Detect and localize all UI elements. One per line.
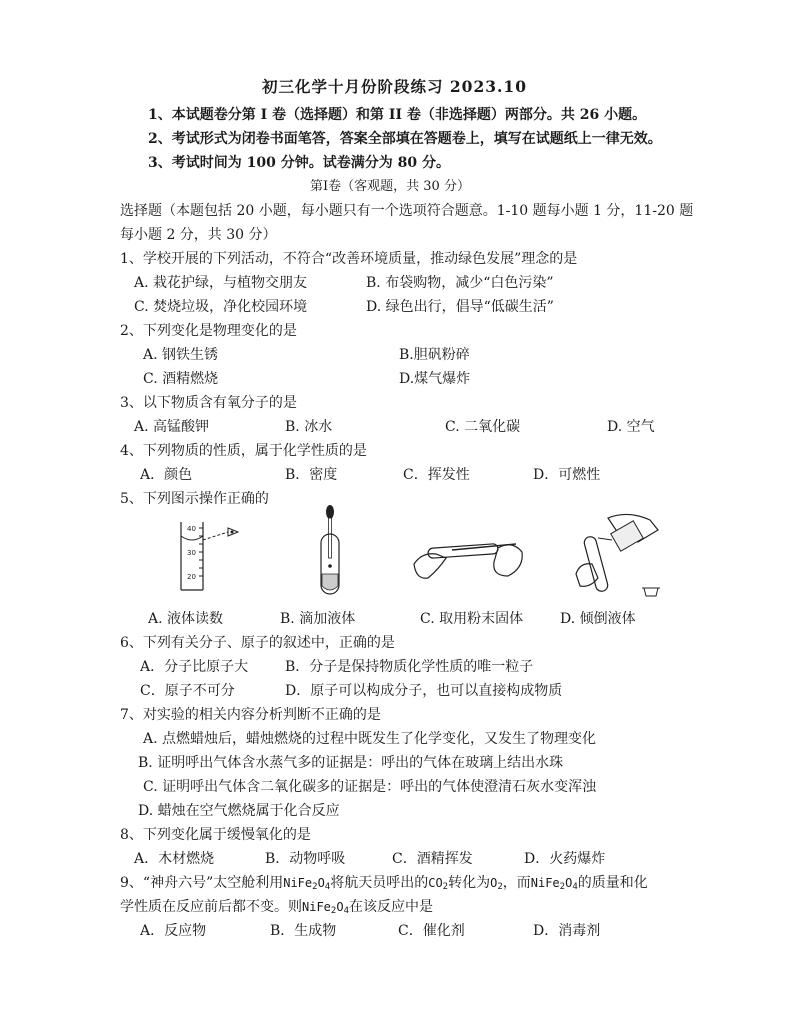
q2-option-b: B.胆矾粉碎: [399, 347, 470, 363]
q9-text-1a: 9、“神舟六号”太空舱利用: [120, 875, 284, 891]
q8-option-a: A．木材燃烧: [134, 851, 215, 867]
q6-option-b: B．分子是保持物质化学性质的唯一粒子: [285, 659, 534, 675]
figure-dropper: [310, 502, 350, 598]
q4-option-b: B．密度: [285, 467, 338, 483]
note-3: 3、考试时间为 100 分钟。试卷满分为 80 分。: [148, 155, 450, 171]
q9-option-d: D．消毒剂: [533, 923, 601, 939]
q9-text-1c: 转化为: [448, 875, 491, 891]
q5-option-d: D. 倾倒液体: [560, 611, 636, 627]
q9-formula-nife2o4-3: $NiFe_2O_4$: [302, 900, 349, 916]
q6-option-d: D．原子可以构成分子，也可以直接构成物质: [285, 683, 563, 699]
q5-stem: 5、下列图示操作正确的: [120, 491, 269, 507]
q7-option-c: C. 证明呼出气体含二氧化碳多的证据是：呼出的气体使澄清石灰水变浑浊: [143, 779, 597, 795]
q9-formula-o2: $O_2$: [490, 876, 503, 892]
q4-option-c: C．挥发性: [403, 467, 470, 483]
q7-stem: 7、对实验的相关内容分析判断不正确的是: [120, 707, 381, 723]
q8-option-b: B．动物呼吸: [265, 851, 346, 867]
q2-option-d: D.煤气爆炸: [399, 371, 471, 387]
q9-text-2b: 在该反应中是: [348, 899, 433, 915]
q9-option-b: B．生成物: [270, 923, 337, 939]
q9-option-c: C．催化剂: [398, 923, 465, 939]
figure-powder: [408, 530, 528, 586]
cylinder-tick-40: 40: [187, 525, 196, 533]
q3-option-a: A. 高锰酸钾: [134, 419, 210, 435]
cylinder-tick-20: 20: [187, 573, 196, 581]
note-2: 2、考试形式为闭卷书面笔答，答案全部填在答题卷上，填写在试题纸上一律无效。: [148, 131, 662, 147]
q1-option-c: C. 焚烧垃圾，净化校园环境: [134, 299, 308, 315]
q9-text-1e: 的质量和化: [577, 875, 648, 891]
q3-option-b: B. 冰水: [285, 419, 333, 435]
q8-option-c: C．酒精挥发: [392, 851, 473, 867]
q3-option-c: C. 二氧化碳: [445, 419, 521, 435]
q9-text-2a: 学性质在反应前后都不变。则: [120, 899, 302, 915]
q9-formula-co2: $CO_2$: [428, 876, 449, 892]
q9-formula-nife2o4-1: $NiFe_2O_4$: [283, 876, 331, 892]
q3-stem: 3、以下物质含有氧分子的是: [120, 395, 297, 411]
q9-stem-line-2: [120, 898, 433, 916]
q9-text-1b: 将航天员呼出的: [330, 875, 429, 891]
q8-option-d: D．火药爆炸: [524, 851, 606, 867]
q1-option-b: B. 布袋购物，减少“白色污染”: [366, 275, 554, 291]
section-intro-2: 每小题 2 分，共 30 分）: [120, 227, 277, 243]
q1-option-a: A. 栽花护绿，与植物交朋友: [134, 275, 308, 291]
q6-option-a: A．分子比原子大: [140, 659, 249, 675]
q5-option-a: A. 液体读数: [148, 611, 224, 627]
bottle-stopper-icon: [644, 588, 658, 596]
q9-stem-line-1: [120, 874, 648, 892]
q5-option-c: C. 取用粉末固体: [420, 611, 524, 627]
q9-option-a: A．反应物: [140, 923, 207, 939]
q3-option-d: D. 空气: [607, 419, 655, 435]
dropper-bulb-icon: [326, 505, 334, 519]
q9-text-1d: ，而: [502, 875, 531, 891]
q8-stem: 8、下列变化属于缓慢氧化的是: [120, 827, 311, 843]
q4-stem: 4、下列物质的性质，属于化学性质的是: [120, 443, 367, 459]
q2-option-c: C. 酒精燃烧: [143, 371, 219, 387]
exam-title: 初三化学十月份阶段练习 2023.10: [262, 77, 528, 96]
q9-formula-nife2o4-2: $NiFe_2O_4$: [530, 876, 578, 892]
q6-stem: 6、下列有关分子、原子的叙述中，正确的是: [120, 635, 395, 651]
q5-option-b: B. 滴加液体: [280, 611, 356, 627]
q4-option-d: D．可燃性: [533, 467, 601, 483]
q1-stem: 1、学校开展的下列活动，不符合“改善环境质量，推动绿色发展”理念的是: [120, 251, 578, 267]
note-1: 1、本试题卷分第 I 卷（选择题）和第 II 卷（非选择题）两部分。共 26 小题。: [148, 107, 647, 123]
q1-option-d: D. 绿色出行，倡导“低碳生活”: [366, 299, 554, 315]
figure-liquid-reading: [162, 518, 252, 592]
section-intro-1: 选择题（本题包括 20 小题，每小题只有一个选项符合题意。1-10 题每小题 1 分，11-20 题: [120, 203, 694, 219]
cylinder-tick-30: 30: [187, 549, 196, 557]
hand-right-icon: [494, 545, 522, 576]
section-heading: 第Ⅰ卷（客观题，共 30 分）: [310, 179, 470, 194]
figure-pouring: [568, 508, 664, 602]
q2-option-a: A. 钢铁生锈: [143, 347, 219, 363]
q7-option-d: D. 蜡烛在空气燃烧属于化合反应: [138, 803, 340, 819]
q7-option-a: A. 点燃蜡烛后，蜡烛燃烧的过程中既发生了化学变化，又发生了物理变化: [143, 731, 597, 747]
q7-option-b: B. 证明呼出气体含水蒸气多的证据是：呼出的气体在玻璃上结出水珠: [138, 755, 564, 771]
q4-option-a: A．颜色: [140, 467, 193, 483]
q6-option-c: C．原子不可分: [140, 683, 235, 699]
q2-stem: 2、下列变化是物理变化的是: [120, 323, 297, 339]
